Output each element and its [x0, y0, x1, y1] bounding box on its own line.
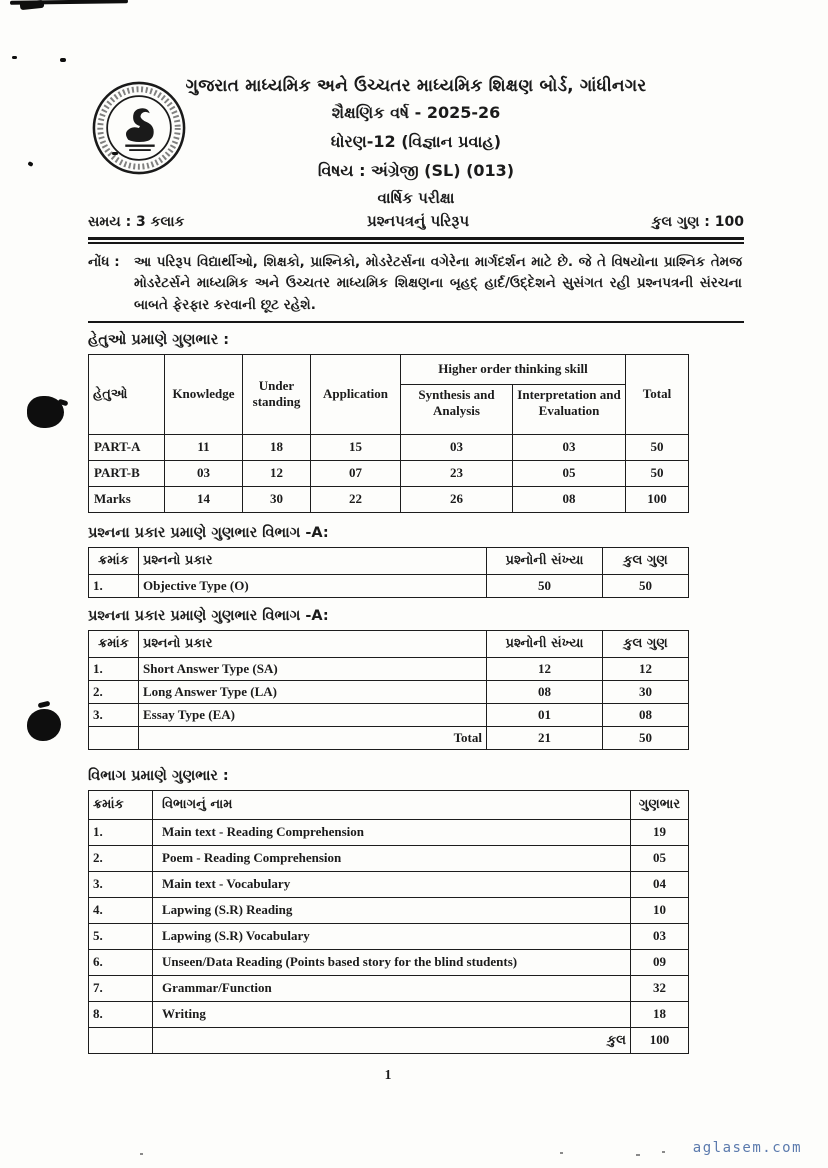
col-serial: ક્રમાંક [89, 790, 153, 819]
question-type-heading-1: પ્રશ્નના પ્રકાર પ્રમાણે ગુણભાર વિભાગ -A: [88, 524, 329, 541]
objectives-table [88, 354, 689, 513]
note-block [88, 252, 744, 316]
scan-dot-artifact [140, 1153, 143, 1155]
total-label: Total [139, 726, 487, 749]
scan-dot-artifact [60, 58, 66, 62]
col-understanding: Under standing [243, 354, 311, 434]
section-weightage-table [88, 790, 689, 1054]
col-interpretation-evaluation: Interpretation and Evaluation [513, 384, 626, 434]
table-row: 1. Main text - Reading Comprehension 19 [89, 819, 689, 845]
col-total-marks: કુલ ગુણ [603, 547, 689, 574]
question-type-heading-2: પ્રશ્નના પ્રકાર પ્રમાણે ગુણભાર વિભાગ -A: [88, 607, 329, 624]
question-type-table-2 [88, 630, 689, 750]
table-row: 1. Short Answer Type (SA) 12 12 [89, 657, 689, 680]
table-row: 4. Lapwing (S.R) Reading 10 [89, 897, 689, 923]
col-synthesis-analysis: Synthesis and Analysis [401, 384, 513, 434]
col-question-type: પ્રશ્નનો પ્રકાર [139, 630, 487, 657]
table-row: 8. Writing 18 [89, 1001, 689, 1027]
col-hetuo: હેતુઓ [89, 354, 165, 434]
swan-seal-icon [90, 76, 188, 180]
table-row: 1. Objective Type (O) 50 50 [89, 574, 689, 597]
section-weightage-heading: વિભાગ પ્રમાણે ગુણભાર : [88, 767, 229, 784]
col-question-count: પ્રશ્નોની સંખ્યા [487, 630, 603, 657]
col-serial: ક્રમાંક [89, 547, 139, 574]
double-divider [88, 237, 744, 244]
scan-dot-artifact [27, 161, 33, 167]
col-total: Total [626, 354, 689, 434]
objectives-heading: હેતુઓ પ્રમાણે ગુણભાર : [88, 331, 230, 348]
ink-blob-artifact [27, 709, 61, 741]
table-row: 7. Grammar/Function 32 [89, 975, 689, 1001]
scan-dot-artifact [560, 1152, 563, 1154]
table-row: Marks 14 30 22 26 08 100 [89, 486, 689, 512]
table-row: PART-B 03 12 07 23 05 50 [89, 460, 689, 486]
exam-name: વાર્ષિક પરીક્ષા [377, 189, 455, 207]
col-weightage: ગુણભાર [631, 790, 689, 819]
table-row: PART-A 11 18 15 03 03 50 [89, 434, 689, 460]
standard-stream: ધોરણ-12 (વિજ્ઞાન પ્રવાહ) [330, 132, 502, 151]
academic-year: શૈક્ષણિક વર્ષ - 2025-26 [331, 103, 501, 122]
ink-blob-artifact [38, 701, 51, 709]
table-row: 2. Long Answer Type (LA) 08 30 [89, 680, 689, 703]
total-row: Total 21 50 [89, 726, 689, 749]
question-type-table-1 [88, 547, 689, 598]
col-application: Application [311, 354, 401, 434]
note-text: આ પરિરૂપ વિદ્યાર્થીઓ, શિક્ષકો, પ્રાશ્નિકો, મોડરેટર્સના વગેરેના માર્ગદર્શન માટે છે. જે તે વિષયોના પ્રાશ્નિક તેમજ મોડરેટર્સને માધ્યમિક અને ઉચ્ચતર માધ્યમિક શિક્ષણના બૃહદ્ હાર્દ/ઉદ્દેશને સુસંગત રહી પ્રશ્નપત્રની સંરચના બાબતે ફેરફાર કરવાની છૂટ રહેશે. [134, 254, 742, 313]
scan-dot-artifact [662, 1151, 665, 1153]
divider [88, 321, 744, 323]
table-row: 3. Essay Type (EA) 01 08 [89, 703, 689, 726]
total-marks: કુલ ગુણ : 100 [651, 214, 744, 230]
scan-dot-artifact [636, 1154, 640, 1156]
note-label: નોંધ : [88, 254, 120, 270]
scan-dot-artifact [12, 56, 17, 59]
exam-meta-row [88, 212, 744, 230]
exam-duration: સમય : 3 કલાક [88, 214, 185, 230]
total-row: કુલ 100 [89, 1027, 689, 1053]
board-title: ગુજરાત માધ્યમિક અને ઉચ્ચતર માધ્યમિક શિક્ષણ બોર્ડ, ગાંધીનગર [185, 76, 647, 96]
col-question-type: પ્રશ્નનો પ્રકાર [139, 547, 487, 574]
subject-line: વિષય : અંગ્રેજી (SL) (013) [317, 161, 515, 180]
table-row: 6. Unseen/Data Reading (Points based story for the blind students) 09 [89, 949, 689, 975]
aglasem-watermark: aglasem.com [692, 1140, 802, 1156]
board-seal-logo [90, 76, 188, 180]
total-label: કુલ [153, 1027, 631, 1053]
paper-format-title: પ્રશ્નપત્રનું પરિરૂપ [366, 212, 470, 230]
col-question-count: પ્રશ્નોની સંખ્યા [487, 547, 603, 574]
page-number: 1 [384, 1066, 392, 1082]
col-higher-order-thinking: Higher order thinking skill [401, 354, 626, 384]
col-serial: ક્રમાંક [89, 630, 139, 657]
col-section-name: વિભાગનું નામ [153, 790, 631, 819]
table-row: 5. Lapwing (S.R) Vocabulary 03 [89, 923, 689, 949]
table-row: 2. Poem - Reading Comprehension 05 [89, 845, 689, 871]
table-row: 3. Main text - Vocabulary 04 [89, 871, 689, 897]
col-knowledge: Knowledge [165, 354, 243, 434]
col-total-marks: કુલ ગુણ [603, 630, 689, 657]
scan-streak-artifact [20, 0, 45, 10]
